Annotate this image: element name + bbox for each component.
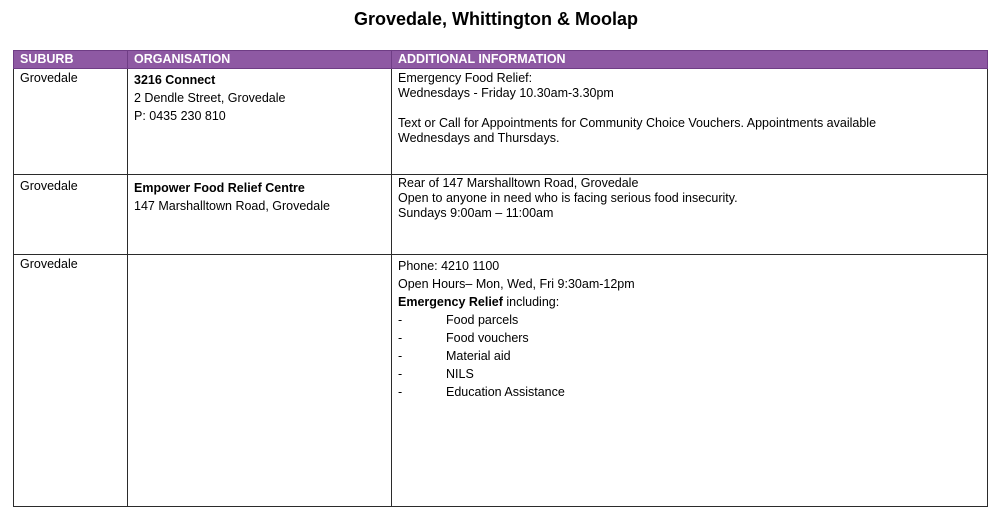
list-dash: -	[398, 349, 403, 363]
info-hours: Open Hours– Mon, Wed, Fri 9:30am-12pm	[398, 277, 635, 291]
header-suburb: SUBURB	[14, 51, 128, 69]
suburb-cell: Grovedale	[14, 175, 128, 255]
service-directory-table	[13, 50, 988, 507]
header-additional-information: ADDITIONAL INFORMATION	[392, 51, 988, 69]
list-dash: -	[398, 331, 403, 345]
table-row	[14, 175, 988, 255]
additional-info-cell	[392, 255, 988, 507]
list-item	[398, 329, 981, 347]
list-item-label: Food parcels	[446, 313, 519, 327]
info-hours: Wednesdays - Friday 10.30am-3.30pm	[398, 86, 614, 100]
info-relief-rest: including:	[502, 295, 560, 309]
list-item-label: Education Assistance	[446, 385, 565, 399]
list-item-label: Material aid	[446, 349, 511, 363]
organisation-address: 2 Dendle Street, Grovedale	[134, 91, 286, 105]
table-row	[14, 255, 988, 507]
list-item	[398, 365, 981, 383]
list-item-label: NILS	[446, 367, 474, 381]
info-title: Emergency Food Relief:	[398, 71, 533, 85]
additional-info-cell	[392, 69, 988, 175]
info-note: Text or Call for Appointments for Community Choice Vouchers. Appointments available	[398, 116, 877, 130]
organisation-cell	[128, 175, 392, 255]
info-note: Wednesdays and Thursdays.	[398, 131, 560, 145]
list-dash: -	[398, 313, 403, 327]
page-title: Grovedale, Whittington & Moolap	[354, 9, 638, 29]
table-row	[14, 69, 988, 175]
organisation-name: Empower Food Relief Centre	[134, 181, 305, 195]
spacer	[398, 101, 981, 116]
suburb-cell: Grovedale	[14, 255, 128, 507]
info-hours: Sundays 9:00am – 11:00am	[398, 206, 554, 220]
header-organisation: ORGANISATION	[128, 51, 392, 69]
additional-info-cell	[392, 175, 988, 255]
info-description: Open to anyone in need who is facing serious food insecurity.	[398, 191, 738, 205]
suburb-cell: Grovedale	[14, 69, 128, 175]
list-item	[398, 311, 981, 329]
organisation-phone: P: 0435 230 810	[134, 109, 226, 123]
organisation-name: 3216 Connect	[134, 73, 216, 87]
list-item	[398, 383, 981, 401]
info-phone: Phone: 4210 1100	[398, 259, 500, 273]
info-relief	[398, 293, 981, 311]
organisation-cell	[128, 255, 392, 507]
list-dash: -	[398, 367, 403, 381]
info-address: Rear of 147 Marshalltown Road, Grovedale	[398, 176, 639, 190]
list-dash: -	[398, 385, 403, 399]
info-relief-bold: Emergency Relief	[398, 295, 503, 309]
list-item-label: Food vouchers	[446, 331, 529, 345]
table-header-row	[14, 51, 988, 69]
organisation-cell	[128, 69, 392, 175]
list-item	[398, 347, 981, 365]
organisation-address: 147 Marshalltown Road, Grovedale	[134, 199, 330, 213]
